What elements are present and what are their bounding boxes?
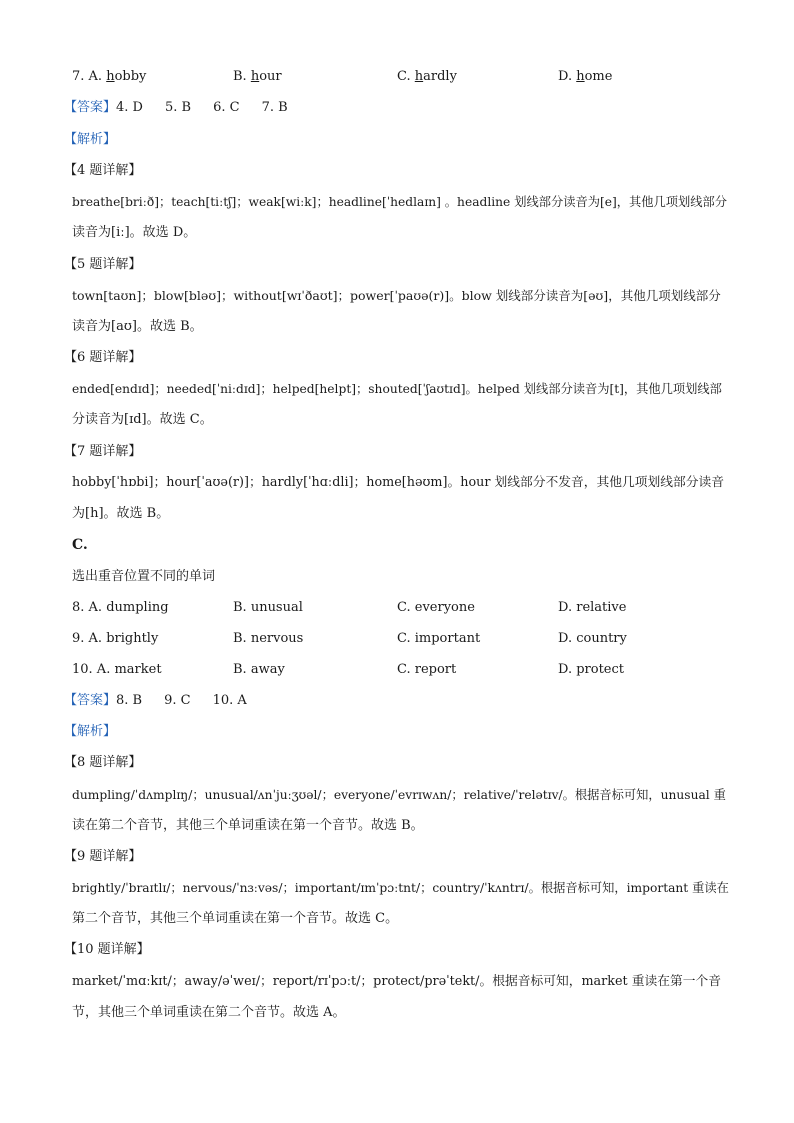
- option-8c: C. everyone: [397, 600, 475, 615]
- option-10c: C. report: [397, 662, 457, 677]
- detail-8-line-1: dumpling/ˈdʌmplɪŋ/；unusual/ʌnˈjuːʒʊəl/；everyone/ˈevrɪwʌn/；relative/ˈrelətɪv/。根据音标可知，unusual 重: [72, 788, 726, 802]
- section-c-instruction: 选出重音位置不同的单词: [72, 569, 216, 584]
- answer-item: 6. C: [213, 100, 240, 115]
- detail-9-title: 【9 题详解】: [64, 849, 142, 864]
- detail-7-title: 【7 题详解】: [64, 444, 142, 459]
- option-8b: B. unusual: [233, 600, 303, 615]
- option-9c: C. important: [397, 631, 481, 646]
- detail-8-line-2: 读在第二个音节，其他三个单词重读在第一个音节。故选 B。: [72, 818, 424, 833]
- detail-9-line-2: 第二个音节，其他三个单词重读在第一个音节。故选 C。: [72, 911, 399, 926]
- answer-item: 7. B: [261, 100, 288, 115]
- detail-5-line-1: town[taʊn]；blow[bləʊ]；without[wɪˈðaʊt]；power[ˈpaʊə(r)]。blow 划线部分读音为[əʊ]，其他几项划线部分: [72, 288, 721, 303]
- answer-item: 10. A: [212, 693, 247, 708]
- detail-6-title: 【6 题详解】: [64, 350, 142, 365]
- answer-line-2: [64, 692, 269, 710]
- answer-item: 4. D: [116, 100, 143, 115]
- detail-4-line-1: breathe[briːð]；teach[tiːtʃ]；weak[wiːk]；headline[ˈhedlaɪn] 。headline 划线部分读音为[e]，其他几项划线部分: [72, 195, 728, 209]
- detail-5-title: 【5 题详解】: [64, 257, 142, 272]
- option-9d: D. country: [558, 631, 627, 646]
- option-8a: 8. A. dumpling: [72, 600, 169, 615]
- detail-4-line-2: 读音为[iː]。故选 D。: [72, 225, 197, 240]
- option-9a: 9. A. brightly: [72, 631, 159, 646]
- detail-10-line-1: market/ˈmɑːkɪt/；away/əˈweɪ/；report/rɪˈpɔːt/；protect/prəˈtekt/。根据音标可知，market 重读在第一个音: [72, 974, 721, 989]
- answer-item: 9. C: [164, 693, 191, 708]
- detail-7-line-1: hobby[ˈhɒbi]；hour[ˈaʊə(r)]；hardly[ˈhɑːdli]；home[həʊm]。hour 划线部分不发音，其他几项划线部分读音: [72, 475, 724, 490]
- detail-5-line-2: 读音为[aʊ]。故选 B。: [72, 319, 203, 334]
- option-10b: B. away: [233, 662, 285, 677]
- answer-line-1: [64, 99, 310, 117]
- answer-label: 【答案】: [64, 693, 117, 708]
- option-7a: 7. A. hobby: [72, 69, 147, 84]
- detail-7-line-2: 为[h]。故选 B。: [72, 506, 170, 521]
- detail-10-title: 【10 题详解】: [64, 942, 150, 957]
- detail-4-title: 【4 题详解】: [64, 163, 142, 178]
- detail-9-line-1: brightly/ˈbraɪtlɪ/；nervous/ˈnɜːvəs/；important/ɪmˈpɔːtnt/；country/ˈkʌntrɪ/。根据音标可知，important 重读在: [72, 881, 729, 895]
- option-8d: D. relative: [558, 600, 627, 615]
- option-7b: B. hour: [233, 69, 282, 84]
- detail-6-line-2: 分读音为[ɪd]。故选 C。: [72, 412, 213, 427]
- analysis-label-1: 【解析】: [64, 132, 117, 147]
- option-7d: D. home: [558, 69, 613, 84]
- answer-item: 8. B: [116, 693, 143, 708]
- detail-8-title: 【8 题详解】: [64, 755, 142, 770]
- answer-label: 【答案】: [64, 100, 117, 115]
- answer-item: 5. B: [164, 100, 192, 115]
- option-10a: 10. A. market: [72, 662, 162, 677]
- detail-6-line-1: ended[endɪd]；needed[ˈniːdɪd]；helped[helpt]；shouted[ˈʃaʊtɪd]。helped 划线部分读音为[t]，其他几项划线部: [72, 382, 722, 396]
- option-7c: C. hardly: [397, 69, 457, 84]
- option-10d: D. protect: [558, 662, 625, 677]
- section-c-label: C.: [72, 537, 88, 553]
- option-9b: B. nervous: [233, 631, 304, 646]
- detail-10-line-2: 节，其他三个单词重读在第二个音节。故选 A。: [72, 1005, 346, 1020]
- analysis-label-2: 【解析】: [64, 724, 117, 739]
